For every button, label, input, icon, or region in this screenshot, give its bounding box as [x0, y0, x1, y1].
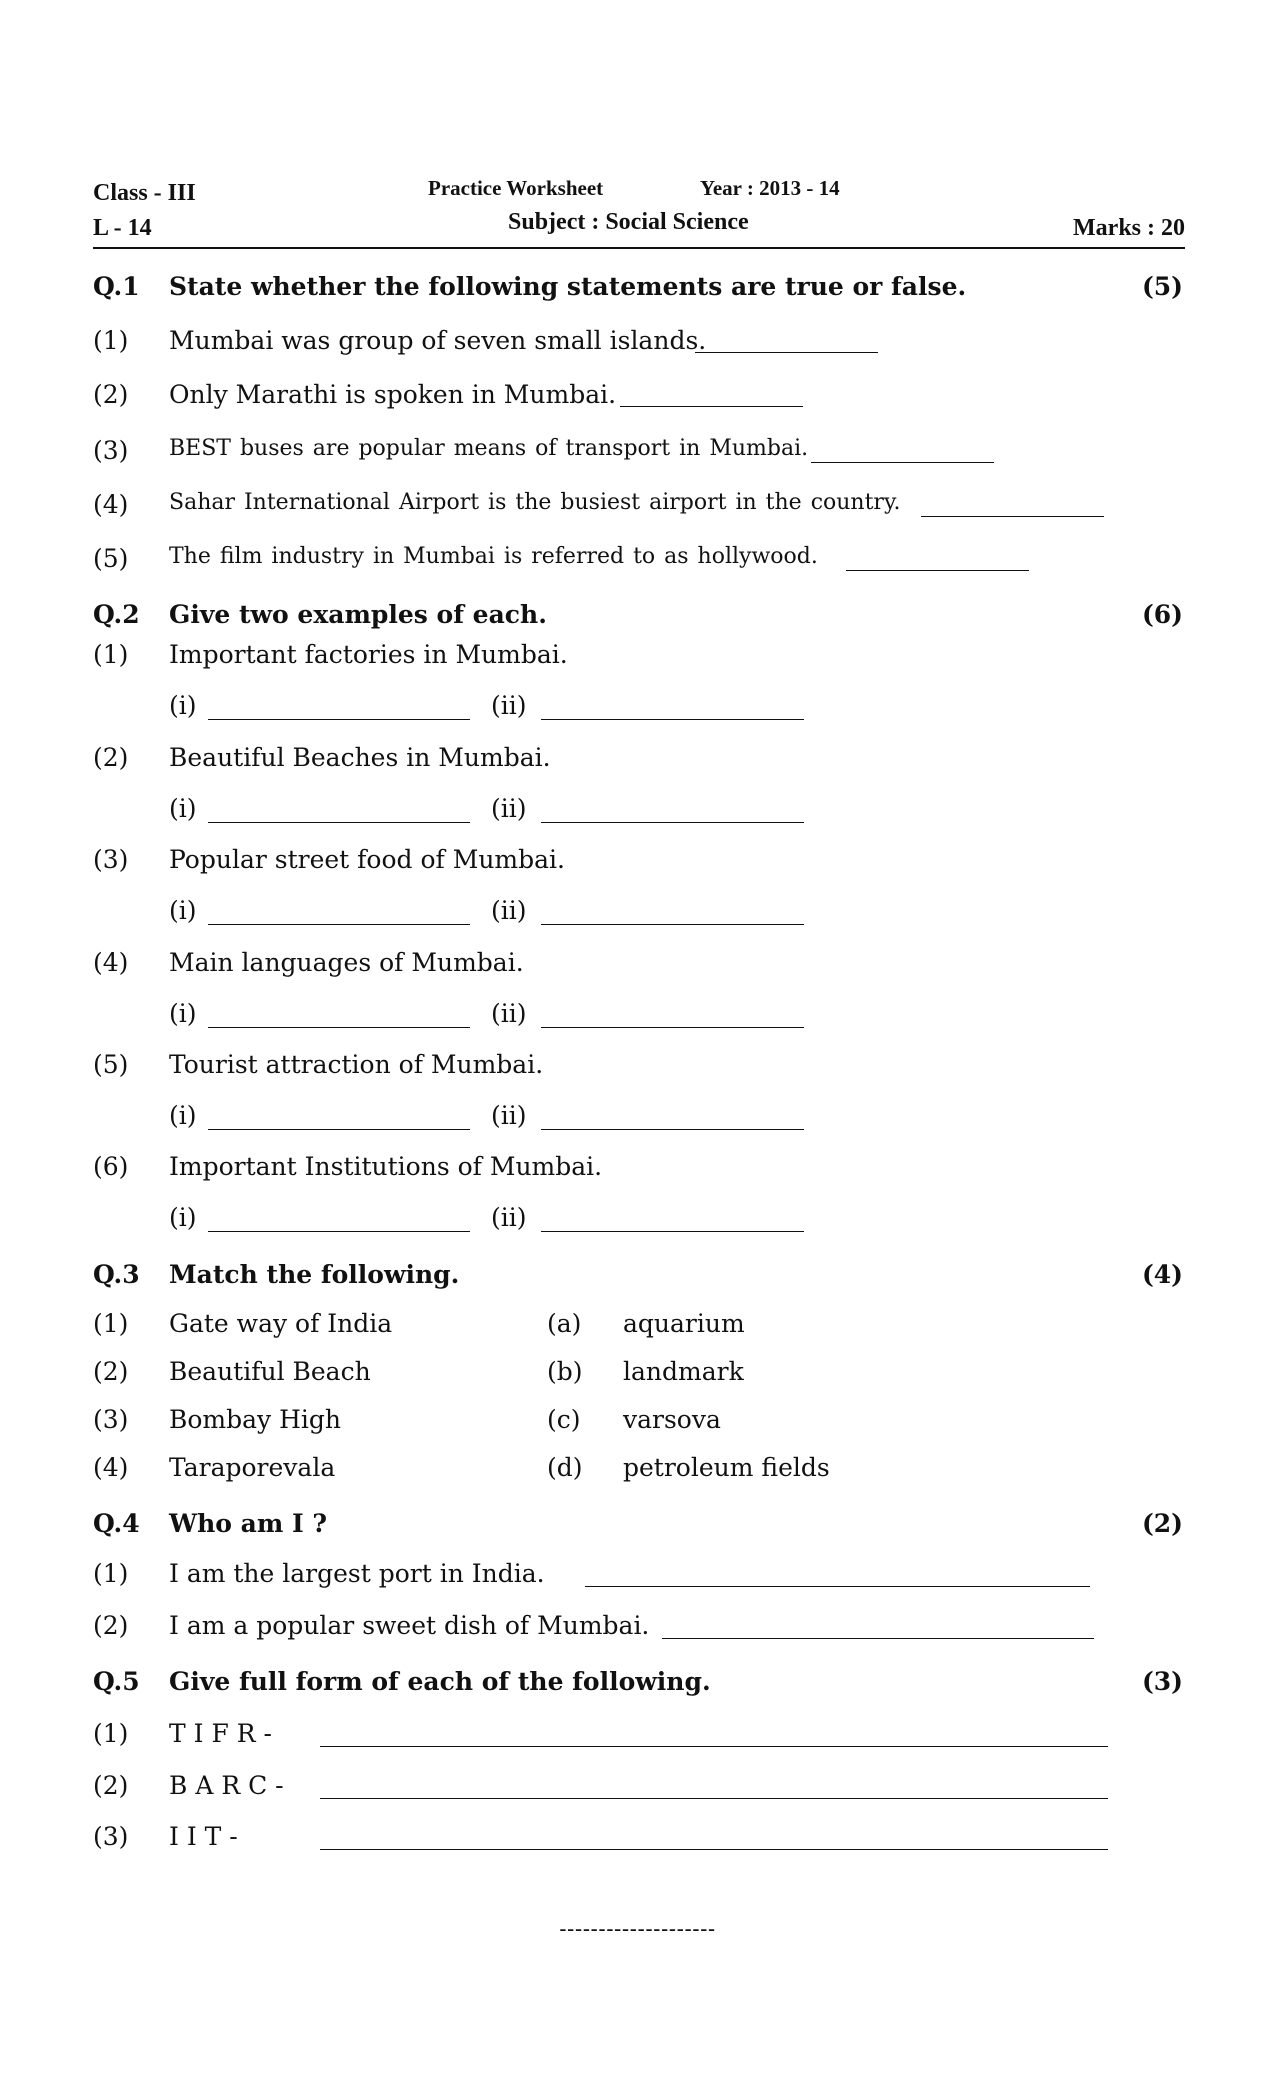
item-text: Popular street food of Mumbai.	[169, 845, 565, 874]
sub-label-i: (i)	[169, 896, 197, 925]
item-number: (2)	[93, 743, 129, 772]
question-marks: (5)	[1141, 272, 1183, 301]
question-number: Q.5	[93, 1667, 140, 1696]
sub-label-ii: (ii)	[491, 896, 527, 925]
item-number: (5)	[93, 1050, 129, 1079]
answer-blank[interactable]	[541, 822, 804, 823]
answer-blank[interactable]	[208, 1129, 470, 1130]
question-text: Give full form of each of the following.	[169, 1667, 711, 1696]
item-number: (1)	[93, 1719, 129, 1748]
answer-blank[interactable]	[846, 570, 1029, 571]
answer-blank[interactable]	[541, 1231, 804, 1232]
match-right-item: aquarium	[623, 1309, 745, 1338]
match-left-item: Gate way of India	[169, 1309, 393, 1338]
lesson-label: L - 14	[93, 215, 152, 241]
subject-label: Subject : Social Science	[508, 209, 749, 235]
sub-label-ii: (ii)	[491, 999, 527, 1028]
question-marks: (4)	[1141, 1260, 1183, 1289]
answer-blank[interactable]	[541, 1129, 804, 1130]
answer-blank[interactable]	[208, 924, 470, 925]
sub-label-ii: (ii)	[491, 1203, 527, 1232]
item-number: (3)	[93, 436, 129, 465]
match-number: (3)	[93, 1405, 129, 1434]
worksheet-title: Practice Worksheet	[428, 176, 604, 200]
sub-label-i: (i)	[169, 691, 197, 720]
year-label: Year : 2013 - 14	[700, 176, 840, 200]
answer-blank[interactable]	[208, 719, 470, 720]
question-marks: (3)	[1141, 1667, 1183, 1696]
answer-blank[interactable]	[208, 822, 470, 823]
question-number: Q.1	[93, 272, 140, 301]
sub-label-i: (i)	[169, 794, 197, 823]
header-rule	[93, 247, 1185, 249]
question-1-heading	[93, 272, 1185, 304]
match-number: (4)	[93, 1453, 129, 1482]
item-text: Important Institutions of Mumbai.	[169, 1152, 603, 1181]
answer-blank[interactable]	[662, 1638, 1094, 1639]
answer-blank[interactable]	[208, 1231, 470, 1232]
answer-blank[interactable]	[320, 1798, 1108, 1799]
match-number: (2)	[93, 1357, 129, 1386]
question-marks: (2)	[1141, 1509, 1183, 1538]
answer-blank[interactable]	[541, 1027, 804, 1028]
question-5-heading	[93, 1667, 1185, 1699]
question-number: Q.4	[93, 1509, 140, 1538]
item-text: I I T -	[169, 1822, 238, 1851]
item-number: (3)	[93, 845, 129, 874]
question-text: Match the following.	[169, 1260, 460, 1289]
item-text: I am the largest port in India.	[169, 1559, 545, 1588]
question-2-heading	[93, 600, 1185, 632]
item-number: (1)	[93, 326, 129, 355]
item-number: (2)	[93, 1611, 129, 1640]
question-number: Q.3	[93, 1260, 140, 1289]
sub-label-i: (i)	[169, 999, 197, 1028]
match-left-item: Bombay High	[169, 1405, 342, 1434]
match-number: (1)	[93, 1309, 129, 1338]
answer-blank[interactable]	[811, 462, 994, 463]
item-number: (1)	[93, 1559, 129, 1588]
sub-label-ii: (ii)	[491, 794, 527, 823]
answer-blank[interactable]	[695, 352, 878, 353]
answer-blank[interactable]	[320, 1849, 1108, 1850]
question-text: Give two examples of each.	[169, 600, 547, 629]
item-number: (4)	[93, 490, 129, 519]
item-text: Main languages of Mumbai.	[169, 948, 524, 977]
item-number: (2)	[93, 1771, 129, 1800]
class-label: Class - III	[93, 180, 196, 206]
item-text: The film industry in Mumbai is referred to as hollywood.	[169, 544, 818, 569]
item-text: B A R C -	[169, 1771, 284, 1800]
question-text: Who am I ?	[169, 1509, 328, 1538]
question-text: State whether the following statements are true or false.	[169, 272, 967, 301]
footer-divider: --------------------	[559, 1916, 716, 1941]
answer-blank[interactable]	[541, 719, 804, 720]
sub-label-i: (i)	[169, 1203, 197, 1232]
answer-blank[interactable]	[320, 1746, 1108, 1747]
item-number: (1)	[93, 640, 129, 669]
item-text: T I F R -	[169, 1719, 272, 1748]
answer-blank[interactable]	[541, 924, 804, 925]
sub-label-i: (i)	[169, 1101, 197, 1130]
marks-label: Marks : 20	[1073, 215, 1185, 241]
question-3-heading	[93, 1260, 1185, 1292]
match-letter: (a)	[547, 1309, 582, 1338]
question-number: Q.2	[93, 600, 140, 629]
match-letter: (b)	[547, 1357, 583, 1386]
item-number: (4)	[93, 948, 129, 977]
question-4-heading	[93, 1509, 1185, 1541]
sub-label-ii: (ii)	[491, 1101, 527, 1130]
answer-blank[interactable]	[921, 516, 1104, 517]
item-text: Only Marathi is spoken in Mumbai.	[169, 380, 617, 409]
item-text: Important factories in Mumbai.	[169, 640, 568, 669]
item-text: Mumbai was group of seven small islands.	[169, 326, 707, 355]
answer-blank[interactable]	[585, 1586, 1090, 1587]
match-left-item: Taraporevala	[169, 1453, 336, 1482]
item-text: Beautiful Beaches in Mumbai.	[169, 743, 551, 772]
item-number: (3)	[93, 1822, 129, 1851]
question-marks: (6)	[1141, 600, 1183, 629]
item-number: (2)	[93, 380, 129, 409]
item-text: Tourist attraction of Mumbai.	[169, 1050, 544, 1079]
item-number: (6)	[93, 1152, 129, 1181]
answer-blank[interactable]	[208, 1027, 470, 1028]
match-right-item: landmark	[623, 1357, 744, 1386]
match-right-item: varsova	[623, 1405, 721, 1434]
match-right-item: petroleum fields	[623, 1453, 830, 1482]
answer-blank[interactable]	[620, 406, 803, 407]
item-text: I am a popular sweet dish of Mumbai.	[169, 1611, 650, 1640]
item-text: BEST buses are popular means of transport in Mumbai.	[169, 436, 809, 461]
match-letter: (c)	[547, 1405, 581, 1434]
match-left-item: Beautiful Beach	[169, 1357, 371, 1386]
item-number: (5)	[93, 544, 129, 573]
item-text: Sahar International Airport is the busiest airport in the country.	[169, 490, 901, 515]
match-letter: (d)	[547, 1453, 583, 1482]
sub-label-ii: (ii)	[491, 691, 527, 720]
